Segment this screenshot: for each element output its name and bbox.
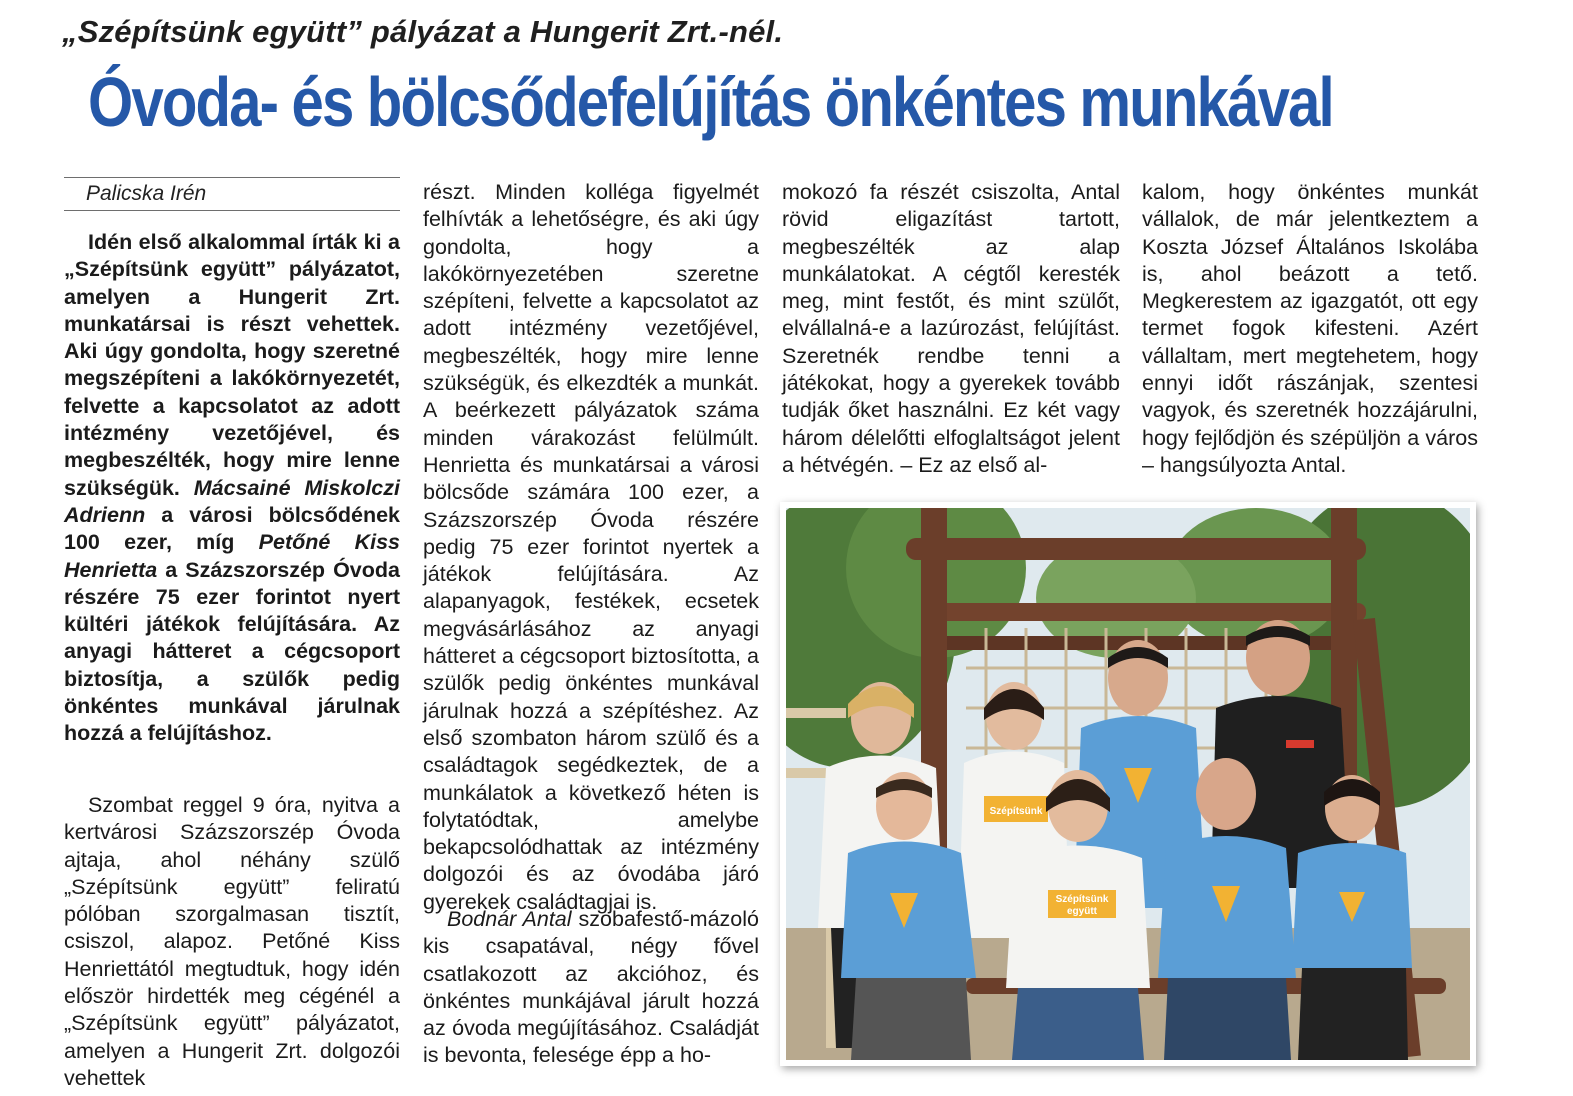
lead-paragraph [64,229,400,748]
article-kicker: „Szépítsünk együtt” pályázat a Hungerit Zrt.-nél. [62,14,784,49]
byline-box [64,177,400,211]
column-2-body [423,179,759,916]
column-1-body [64,792,400,1092]
column-3-paragraph: mokozó fa részét csiszolta, Antal rövid eligazítást tartott, megbeszélték az alap munkálatokat. A cégtől keresték meg, mint festőt, és mint szülőt, elvállalná-e a lazúrozást, felújítást. Szeretnék rendbe tenni a játékokat, hogy a gyerekek tovább tudják őket használni. Ez két vagy három délelőtti elfoglaltságot jelent a hétvégén. – Ez az első al- [782,180,1120,477]
column-2-second-paragraph [423,906,759,1070]
column-2-paragraph-2-text: szobafestő-mázoló kis csapatával, négy fővel csatlakozott az akcióhoz, és önkéntes munkájával járult hozzá az óvoda megújításához. Családját is bevonta, felesége épp a ho- [423,907,759,1068]
column-3-body [782,179,1120,479]
quoted-person-name: Bodnár Antal [447,907,572,931]
column-1-paragraph: Szombat reggel 9 óra, nyitva a kertvárosi Százszorszép Óvoda ajtaja, ahol néhány szülő „Szépítsünk együtt” feliratú pólóban szorgalmasan tisztít, csiszol, alapoz. Petőné Kiss Henriettától megtudtuk, hogy idén először hirdették meg cégénél a „Szépítsünk együtt” pályázatot, amelyen a Hungerit Zrt. dolgozói vehettek [64,793,400,1090]
shirt-label-back: Szépítsünk [989,806,1043,817]
shirt-label-front-line2: együtt [1067,906,1097,917]
lead-name-2: Petőné Kiss Henrietta [64,530,400,582]
lead-text-a: Idén első alkalommal írták ki a „Szépítsünk együtt” pályázatot, amelyen a Hungerit Zrt. munkatársai is részt vehettek. Aki úgy gondolta, hogy szeretné megszépíteni a lakókörnyezetét, felvette a kapcsolatot az adott intézmény vezetőjével, és megbeszélték, hogy mire lenne szükségük. [64,230,400,500]
group-photo [786,508,1470,1060]
column-4-paragraph: kalom, hogy önkéntes munkát vállalok, de már jelentkeztem a Koszta József Általános Iskolába is, ahol beázott a tető. Megkerestem az igazgatót, ott egy termet fogok kifesteni. Azért vállaltam, mert megtehetem, hogy ennyi időt rászánjak, szentesi vagyok, és szeretnék hozzájárulni, hogy fejlődjön és szépüljön a város – hangsúlyozta Antal. [1142,180,1478,477]
shirt-label-front-line1: Szépítsünk [1055,894,1109,905]
group-photo-illustration [786,508,1470,1060]
column-2-paragraph: részt. Minden kolléga figyelmét felhívták a lehetőségre, és aki úgy gondolta, hogy a lakókörnyezetében szeretne szépíteni, felvette a kapcsolatot az adott intézmény vezetőjével, megbeszélték, hogy mire lenne szükségük, és elkezdték a munkát. A beérkezett pályázatok száma minden várakozást felülmúlt. Henrietta és munkatársai a városi bölcsőde számára 100 ezer, a Százszorszép Óvoda részére pedig 75 ezer forintot nyertek a játékok felújítására. Az alapanyagok, festékek, ecsetek megvásárlásához az anyagi hátteret a cégcsoport biztosította, a szülők pedig önkéntes munkával járulnak hozzá a szépítéshez. Az első szombaton három szülő és a családtagok segédkeztek, de a munkálatok a következő héten is folytatódtak, amelybe bekapcsolódhattak az intézmény dolgozói és az óvodába járó gyerekek családtagjai is. [423,180,759,914]
lead-text-c: a Százszorszép Óvoda részére 75 ezer forintot nyert kültéri játékok felújítására. Az anyagi hátteret a cégcsoport biztosítja, a szülők pedig önkéntes munkával járulnak hozzá a felújításhoz. [64,557,400,746]
article-headline: Óvoda- és bölcsődefelújítás önkéntes munkával [88,63,1333,141]
author-name: Palicska Irén [86,182,207,205]
lead-text-b: a városi bölcsődének 100 ezer, míg [64,502,400,555]
lead-name-1: Mácsainé Miskolczi Adrienn [64,475,400,527]
column-4-body [1142,179,1478,479]
photo-frame [780,502,1476,1066]
